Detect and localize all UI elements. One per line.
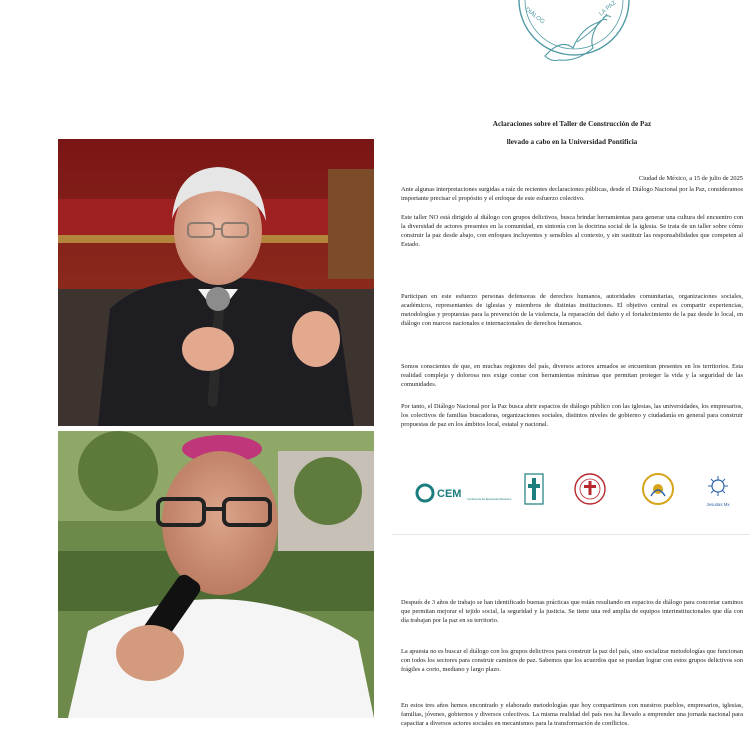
dove-icon (515, 0, 633, 92)
partner-logo-cem (415, 482, 512, 504)
photo-speaker-2 (58, 431, 374, 718)
cross-emblem-icon (519, 470, 549, 510)
page-divider (392, 534, 750, 535)
paragraph: Después de 3 años de trabajo se han identificado buenas prácticas que están resultando en espacios de diálogo para concretar caminos que permitan mejorar el tejido social, la seguridad y la justicia. Se tiene una red amplia de equipos interinstitucionales que día con día trabajan por la paz en su territorio. (401, 599, 743, 624)
document-page-1 (401, 0, 743, 530)
seal-icon (573, 472, 607, 506)
partner-logos (401, 468, 743, 512)
partner-logo-3 (573, 472, 607, 506)
paragraph: Este taller NO está dirigido al diálogo con grupos delictivos, busca brindar herramientas para generar una cultura del encuentro con la diversidad de actores presentes en la comunidad, en sintonía con la doctrina social de la iglesia. Se trata de un taller sobre cómo construir la paz desde abajo, con enfoques incluyentes y sensibles al contexto, y sin sustituir las responsabilidades que competen al Estado. (401, 214, 743, 248)
paragraph: Somos conscientes de que, en muchas regiones del país, diversos actores armados se encuentran presentes en los territorios. Esta realidad compleja y dolorosa nos exige contar con herramientas mínimas que permitan proteger la vida y la seguridad de las comunidades. (401, 363, 743, 388)
paragraph: Participan en este esfuerzo personas defensoras de derechos humanos, autoridades comunitarias, organizaciones sociales, académicos, representantes de iglesias y miembros de distintas instituciones. El objetivo central es compartir experiencias, metodologías y propuestas para la prevención de la violencia, la reparación del daño y el fortalecimiento de la paz desde lo local, en diálogo con marcos nacionales e internacionales de derechos humanos. (401, 293, 743, 327)
photo-speaker-1-image (58, 139, 374, 426)
paragraph: La apuesta no es buscar el diálogo con los grupos delictivos para construir la paz del país, sino socializar metodologías que funcionan con todos los sectores para construir caminos de paz. Sabemos que los acuerdos que se puedan lograr con estos grupos delictivos son frágiles a corto, mediano y largo plazo. (401, 648, 743, 673)
jesuitas-caption: Jesuitas Mx (706, 502, 730, 507)
cem-logo-subtitle: Conferencia del Episcopado Mexicano (467, 498, 512, 501)
paragraph: Ante algunas interpretaciones surgidas a raíz de recientes declaraciones públicas, desde el Diálogo Nacional por la Paz, consideramos importante precisar el propósito y el enfoque de este esfuerzo colectivo. (401, 186, 743, 202)
cem-logo-icon (415, 482, 512, 504)
document-title: Aclaraciones sobre el Taller de Construcción de Paz (492, 120, 652, 128)
logo-arc-right: LA PAZ (598, 0, 618, 18)
dialogo-nacional-logo (515, 0, 633, 92)
logo-arc-left: DIÁLOG (523, 6, 546, 26)
partner-logo-4 (641, 472, 675, 506)
photo-speaker-2-image (58, 431, 374, 718)
paragraph: En estos tres años hemos encontrado y elaborado metodologías que hoy compartimos con nuestros pueblos, empresarios, iglesias, familias, jóvenes, gobiernos y diversos colectivos. La misma realidad del país nos ha llevado a emprender una jornada nacional para capacitar a diversos actores sociales en mecanismos para la transformación de conflictos. (401, 702, 743, 727)
partner-logo-jesuitas (699, 472, 737, 510)
photo-speaker-1 (58, 139, 374, 426)
document-subtitle: llevado a cabo en la Universidad Pontificia (506, 138, 638, 146)
circle-emblem-icon (641, 472, 675, 506)
document-page-2 (401, 540, 743, 748)
partner-logo-2 (519, 470, 549, 510)
cem-logo-name: CEM (437, 488, 462, 500)
paragraph: Por tanto, el Diálogo Nacional por la Paz busca abrir espacios de diálogo público con las iglesias, las universidades, los empresarios, los colectivos de familias buscadoras, organizaciones sociales, distintos niveles de gobierno y ciudadanía en general para construir propuestas de paz en los ámbitos local, estatal y nacional. (401, 403, 743, 428)
sun-emblem-icon (699, 472, 737, 510)
document-date: Ciudad de México, a 15 de julio de 2025 (638, 175, 743, 182)
